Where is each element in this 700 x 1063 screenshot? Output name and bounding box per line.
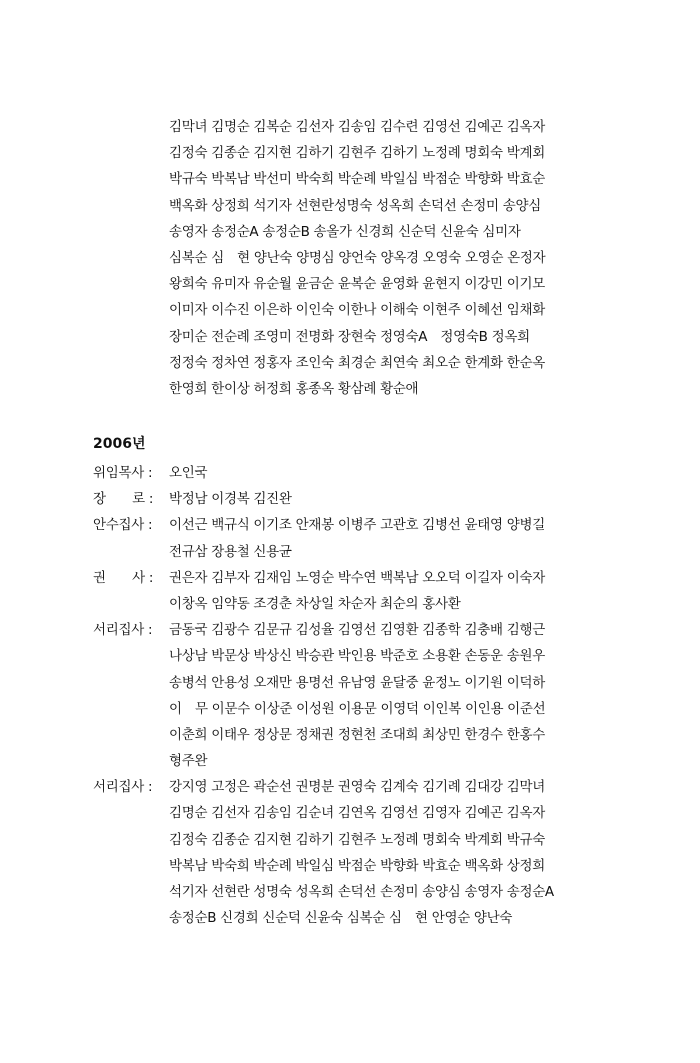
name-line: 권은자 김부자 김재임 노영순 박수연 백복남 오오덕 이길자 이숙자: [169, 569, 545, 586]
year-heading: 2006년: [93, 436, 146, 452]
name-line: 이선근 백규식 이기조 안재봉 이병주 고관호 김병선 윤태영 양병길: [169, 517, 545, 534]
name-line: 이춘희 이태우 정상문 정채권 정현천 조대희 최상민 한경수 한홍수: [169, 726, 545, 743]
name-line: 장미순 전순례 조영미 전명화 장현숙 정영숙A 정영숙B 정옥희: [169, 328, 530, 345]
name-line: 송정순B 신경희 신순덕 신윤숙 심복순 심 현 안영순 양난숙: [169, 910, 513, 927]
name-line: 형주완: [169, 753, 208, 770]
section-label: 서리집사 :: [93, 779, 153, 796]
name-line: 이 무 이문수 이상준 이성원 이용문 이영덕 이인복 이인용 이준선: [169, 700, 546, 717]
section-names: [169, 460, 613, 486]
section-names: [169, 486, 613, 512]
name-line: 금동국 김광수 김문규 김성율 김영선 김영환 김종학 김충배 김행근: [169, 622, 545, 639]
section-ordained-deacons: [93, 512, 613, 564]
section-label: 권 사 :: [93, 569, 154, 586]
section-names: [169, 512, 613, 564]
section-elders: [93, 486, 613, 512]
section-names: [169, 617, 613, 774]
section-pastor: [93, 460, 613, 486]
name-line: 김정숙 김종순 김지현 김하기 김현주 노정례 명회숙 박계회 박규숙: [169, 831, 545, 848]
name-line: 강지영 고정은 곽순선 권명분 권영숙 김계숙 김기례 김대강 김막녀: [169, 779, 545, 796]
name-line: 송영자 송정순A 송정순B 송올가 신경희 신순덕 신윤숙 심미자: [169, 223, 521, 240]
name-line: 김명순 김선자 김송임 김순녀 김연옥 김영선 김영자 김예곤 김옥자: [169, 805, 545, 822]
name-line: 심복순 심 현 양난숙 양명심 양언숙 양옥경 오영숙 오영순 온정자: [169, 249, 546, 266]
roster-sections: [93, 460, 613, 931]
name-line: 박정남 이경복 김진완: [169, 491, 292, 508]
section-label: 서리집사 :: [93, 622, 153, 639]
name-line: 나상남 박문상 박상신 박승관 박인용 박준호 소용환 손동운 송원우: [169, 648, 545, 665]
section-label: 위임목사 :: [93, 465, 153, 481]
name-line: 이미자 이수진 이은하 이인숙 이한나 이해숙 이현주 이혜선 임채화: [169, 302, 545, 319]
section-acting-deacons-male: [93, 617, 613, 774]
section-label: 장 로 :: [93, 491, 154, 508]
name-line: 박규숙 박복남 박선미 박숙희 박순례 박일심 박점순 박향화 박효순: [169, 171, 545, 188]
name-line: 송병석 안용성 오재만 용명선 유남영 윤달중 윤정노 이기원 이덕하: [169, 674, 545, 691]
section-names: [169, 565, 613, 617]
name-line: 전규삼 장용철 신용균: [169, 543, 292, 560]
section-acting-deacons-female: [93, 774, 613, 931]
name-line: 석기자 선현란 성명숙 성옥희 손덕선 손정미 송양심 송영자 송정순A: [169, 884, 554, 901]
name-line: 정정숙 정차연 정홍자 조인숙 최경순 최연숙 최오순 한계화 한순옥: [169, 354, 545, 371]
member-names-continued: [169, 114, 609, 402]
name-line: 이창옥 임약동 조경춘 차상일 차순자 최순의 홍사환: [169, 595, 461, 612]
name-line: 왕희숙 유미자 유순월 윤금순 윤복순 윤영화 윤현지 이강민 이기모: [169, 276, 545, 293]
section-names: [169, 774, 613, 931]
name-line: 한영희 한이상 허정희 홍종옥 황삼례 황순애: [169, 380, 419, 397]
section-label: 안수집사 :: [93, 517, 153, 534]
name-line: 오인국: [169, 465, 208, 481]
name-line: 김막녀 김명순 김복순 김선자 김송임 김수련 김영선 김예곤 김옥자: [169, 119, 545, 135]
section-kwonsa: [93, 565, 613, 617]
name-line: 김정숙 김종순 김지현 김하기 김현주 김하기 노정례 명회숙 박계회: [169, 145, 545, 162]
name-line: 백옥화 상정희 석기자 선현란성명숙 성옥희 손덕선 손정미 송양심: [169, 197, 541, 214]
name-line: 박복남 박숙희 박순례 박일심 박점순 박향화 박효순 백옥화 상정희: [169, 857, 545, 874]
